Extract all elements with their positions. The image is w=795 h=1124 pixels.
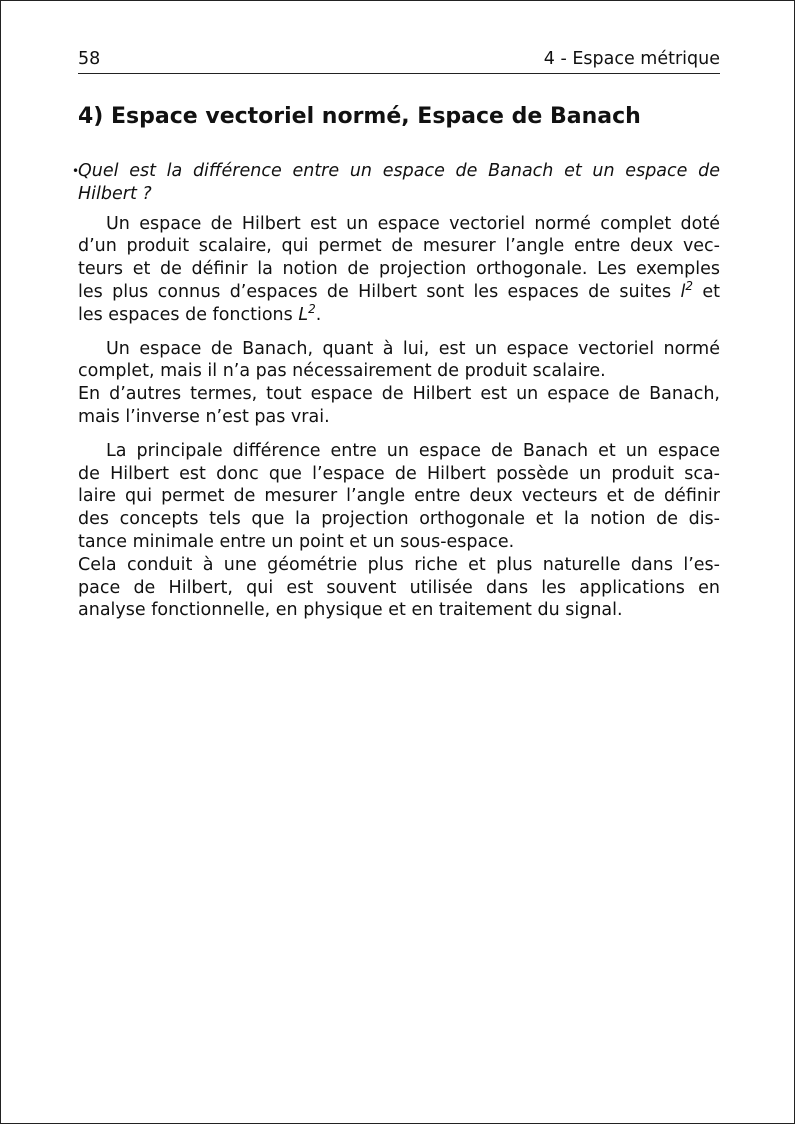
text-fragment: et: [693, 281, 720, 302]
text-line: Cela conduit à une géométrie plus riche et plus naturelle dans l’es-: [78, 554, 720, 575]
math-exponent: 2: [685, 278, 694, 293]
math-L2: [298, 301, 316, 325]
text-line: teurs et de définir la notion de projection orthogonale. Les exemples: [78, 259, 720, 280]
text-line: La principale différence entre un espace de Banach et un espace: [106, 440, 720, 461]
question-text: Quel est la différence entre un espace de Banach et un espace de Hilbert ?: [78, 161, 720, 204]
text-line: analyse fonctionnelle, en physique et en traitement du signal.: [78, 600, 623, 621]
paragraph-difference: [78, 440, 720, 622]
text-line: de Hilbert est donc que l’espace de Hilbert possède un produit sca-: [78, 463, 720, 484]
running-header: [78, 47, 720, 74]
page-content: [72, 160, 720, 633]
text-line: Un espace de Hilbert est un espace vectoriel normé complet doté: [106, 213, 720, 234]
text-line: complet, mais il n’a pas nécessairement de produit scalaire.: [78, 361, 606, 382]
text-line: des concepts tels que la projection orthogonale et la notion de dis-: [78, 509, 720, 530]
text-line: [78, 278, 720, 304]
chapter-title: 4 - Espace métrique: [543, 49, 720, 69]
text-fragment: les plus connus d’espaces de Hilbert sont les espaces de suites: [78, 281, 681, 302]
section-title: 4) Espace vectoriel normé, Espace de Banach: [78, 104, 641, 129]
paragraph-banach: [78, 338, 720, 429]
bullet-icon: •: [72, 164, 80, 178]
text-line: pace de Hilbert, qui est souvent utilisée dans les applications en: [78, 577, 720, 598]
text-line: d’un produit scalaire, qui permet de mesurer l’angle entre deux vec-: [78, 236, 720, 257]
math-base: l: [680, 281, 686, 302]
math-l2: [680, 278, 694, 302]
page-number: 58: [78, 49, 101, 69]
text-line: laire qui permet de mesurer l’angle entre deux vecteurs et de définir: [78, 486, 720, 507]
math-base: L: [298, 304, 309, 325]
text-line: Un espace de Banach, quant à lui, est un espace vectoriel normé: [106, 338, 720, 359]
text-line: [78, 301, 720, 327]
text-line: tance minimale entre un point et un sous-espace.: [78, 531, 515, 552]
text-fragment: .: [315, 304, 322, 325]
math-exponent: 2: [308, 301, 316, 316]
text-line: En d’autres termes, tout espace de Hilbert est un espace de Banach,: [78, 384, 720, 405]
text-line: mais l’inverse n’est pas vrai.: [78, 406, 330, 427]
paragraph-hilbert: [78, 213, 720, 327]
question: [72, 160, 720, 206]
text-fragment: les espaces de fonctions: [78, 304, 299, 325]
